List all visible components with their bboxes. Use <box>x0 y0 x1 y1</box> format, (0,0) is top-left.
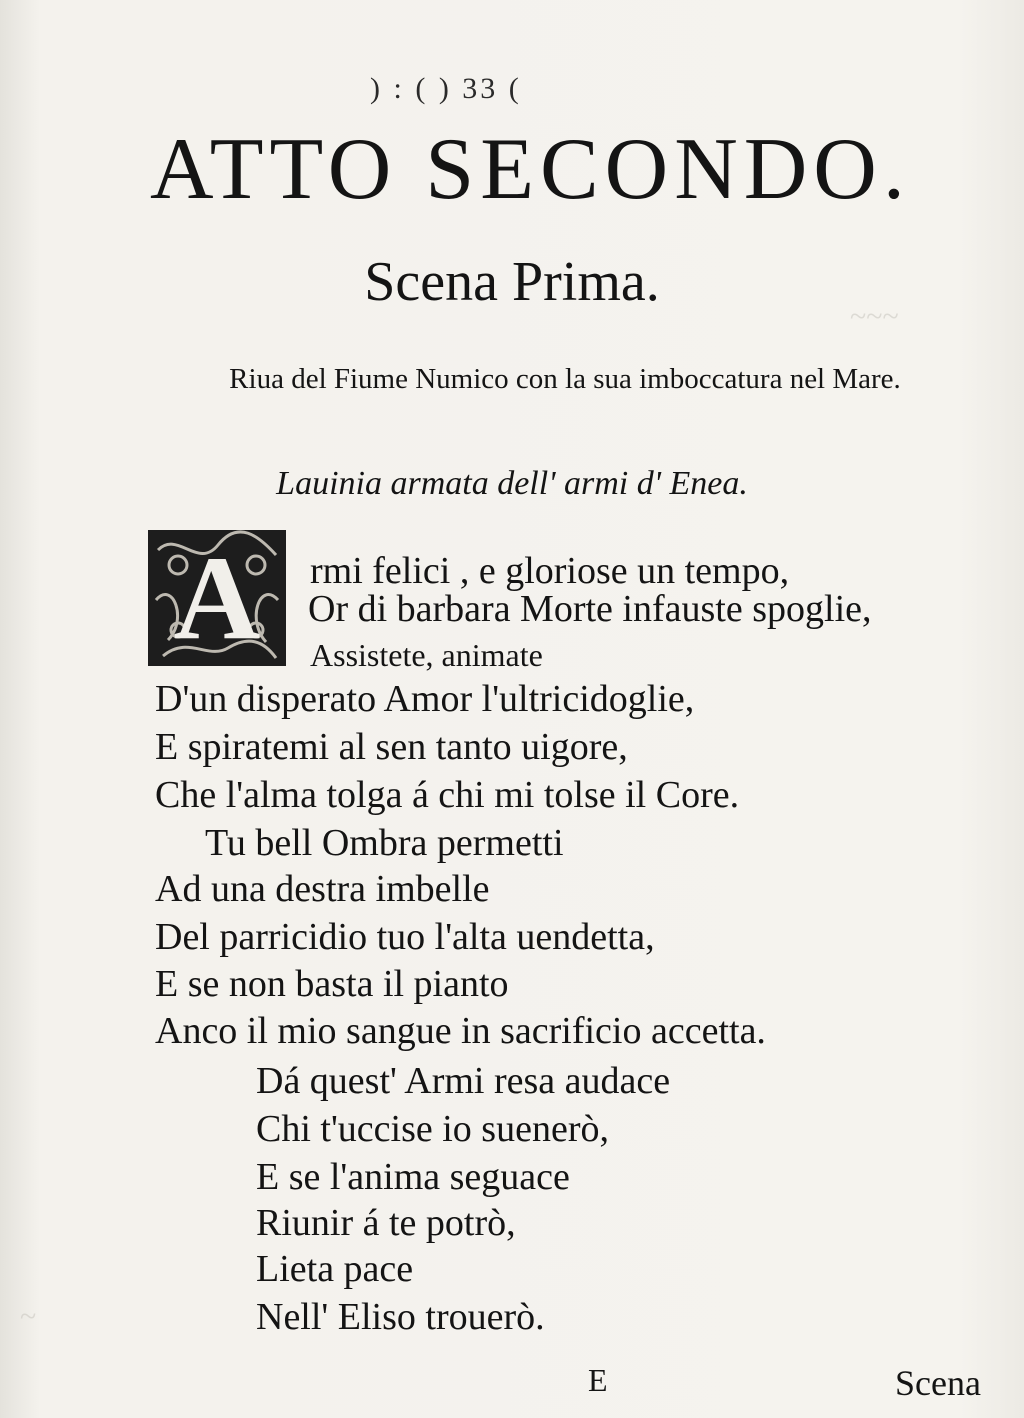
verse-line: Riunir á te potrò, <box>256 1202 516 1244</box>
act-title: ATTO SECONDO. <box>150 121 911 218</box>
verse-line: Dá quest' Armi resa audace <box>256 1060 671 1102</box>
verse-line: E spiratemi al sen tanto uigore, <box>155 726 628 768</box>
verse-line: rmi felici , e gloriose un tempo, <box>310 550 790 592</box>
catchword: Scena <box>895 1363 981 1403</box>
drop-cap-letter: A <box>173 531 261 664</box>
verse-line: Chi t'uccise io suenerò, <box>256 1108 609 1150</box>
verse-line: Ad una destra imbelle <box>155 868 490 910</box>
verse-line: Or di barbara Morte infauste spoglie, <box>308 588 872 630</box>
verse-line: D'un disperato Amor l'ultricidoglie, <box>155 678 695 720</box>
show-through-text: ~ <box>20 1300 37 1333</box>
signature-mark: E <box>588 1362 608 1398</box>
verse-line: Che l'alma tolga á chi mi tolse il Core. <box>155 774 740 816</box>
setting-direction: Riua del Fiume Numico con la sua imboccatura nel Mare. <box>229 363 901 395</box>
character-direction: Lauinia armata dell' armi d' Enea. <box>276 465 748 502</box>
verse-line: E se non basta il pianto <box>155 963 509 1005</box>
verse-line: Del parricidio tuo l'alta uendetta, <box>155 916 655 958</box>
verse-line: Anco il mio sangue in sacrificio accetta. <box>155 1010 766 1052</box>
verse-line: Assistete, animate <box>310 637 543 673</box>
ornamental-drop-cap <box>148 530 286 666</box>
scene-title: Scena Prima. <box>364 251 660 313</box>
page-number: ) : ( ) 33 ( <box>370 72 522 105</box>
verse-line: Lieta pace <box>256 1248 414 1290</box>
verse-line: Tu bell Ombra permetti <box>205 822 564 864</box>
show-through-text: ~~~ <box>850 300 899 333</box>
verse-line: Nell' Eliso trouerò. <box>256 1296 545 1338</box>
verse-line: E se l'anima seguace <box>256 1156 570 1198</box>
